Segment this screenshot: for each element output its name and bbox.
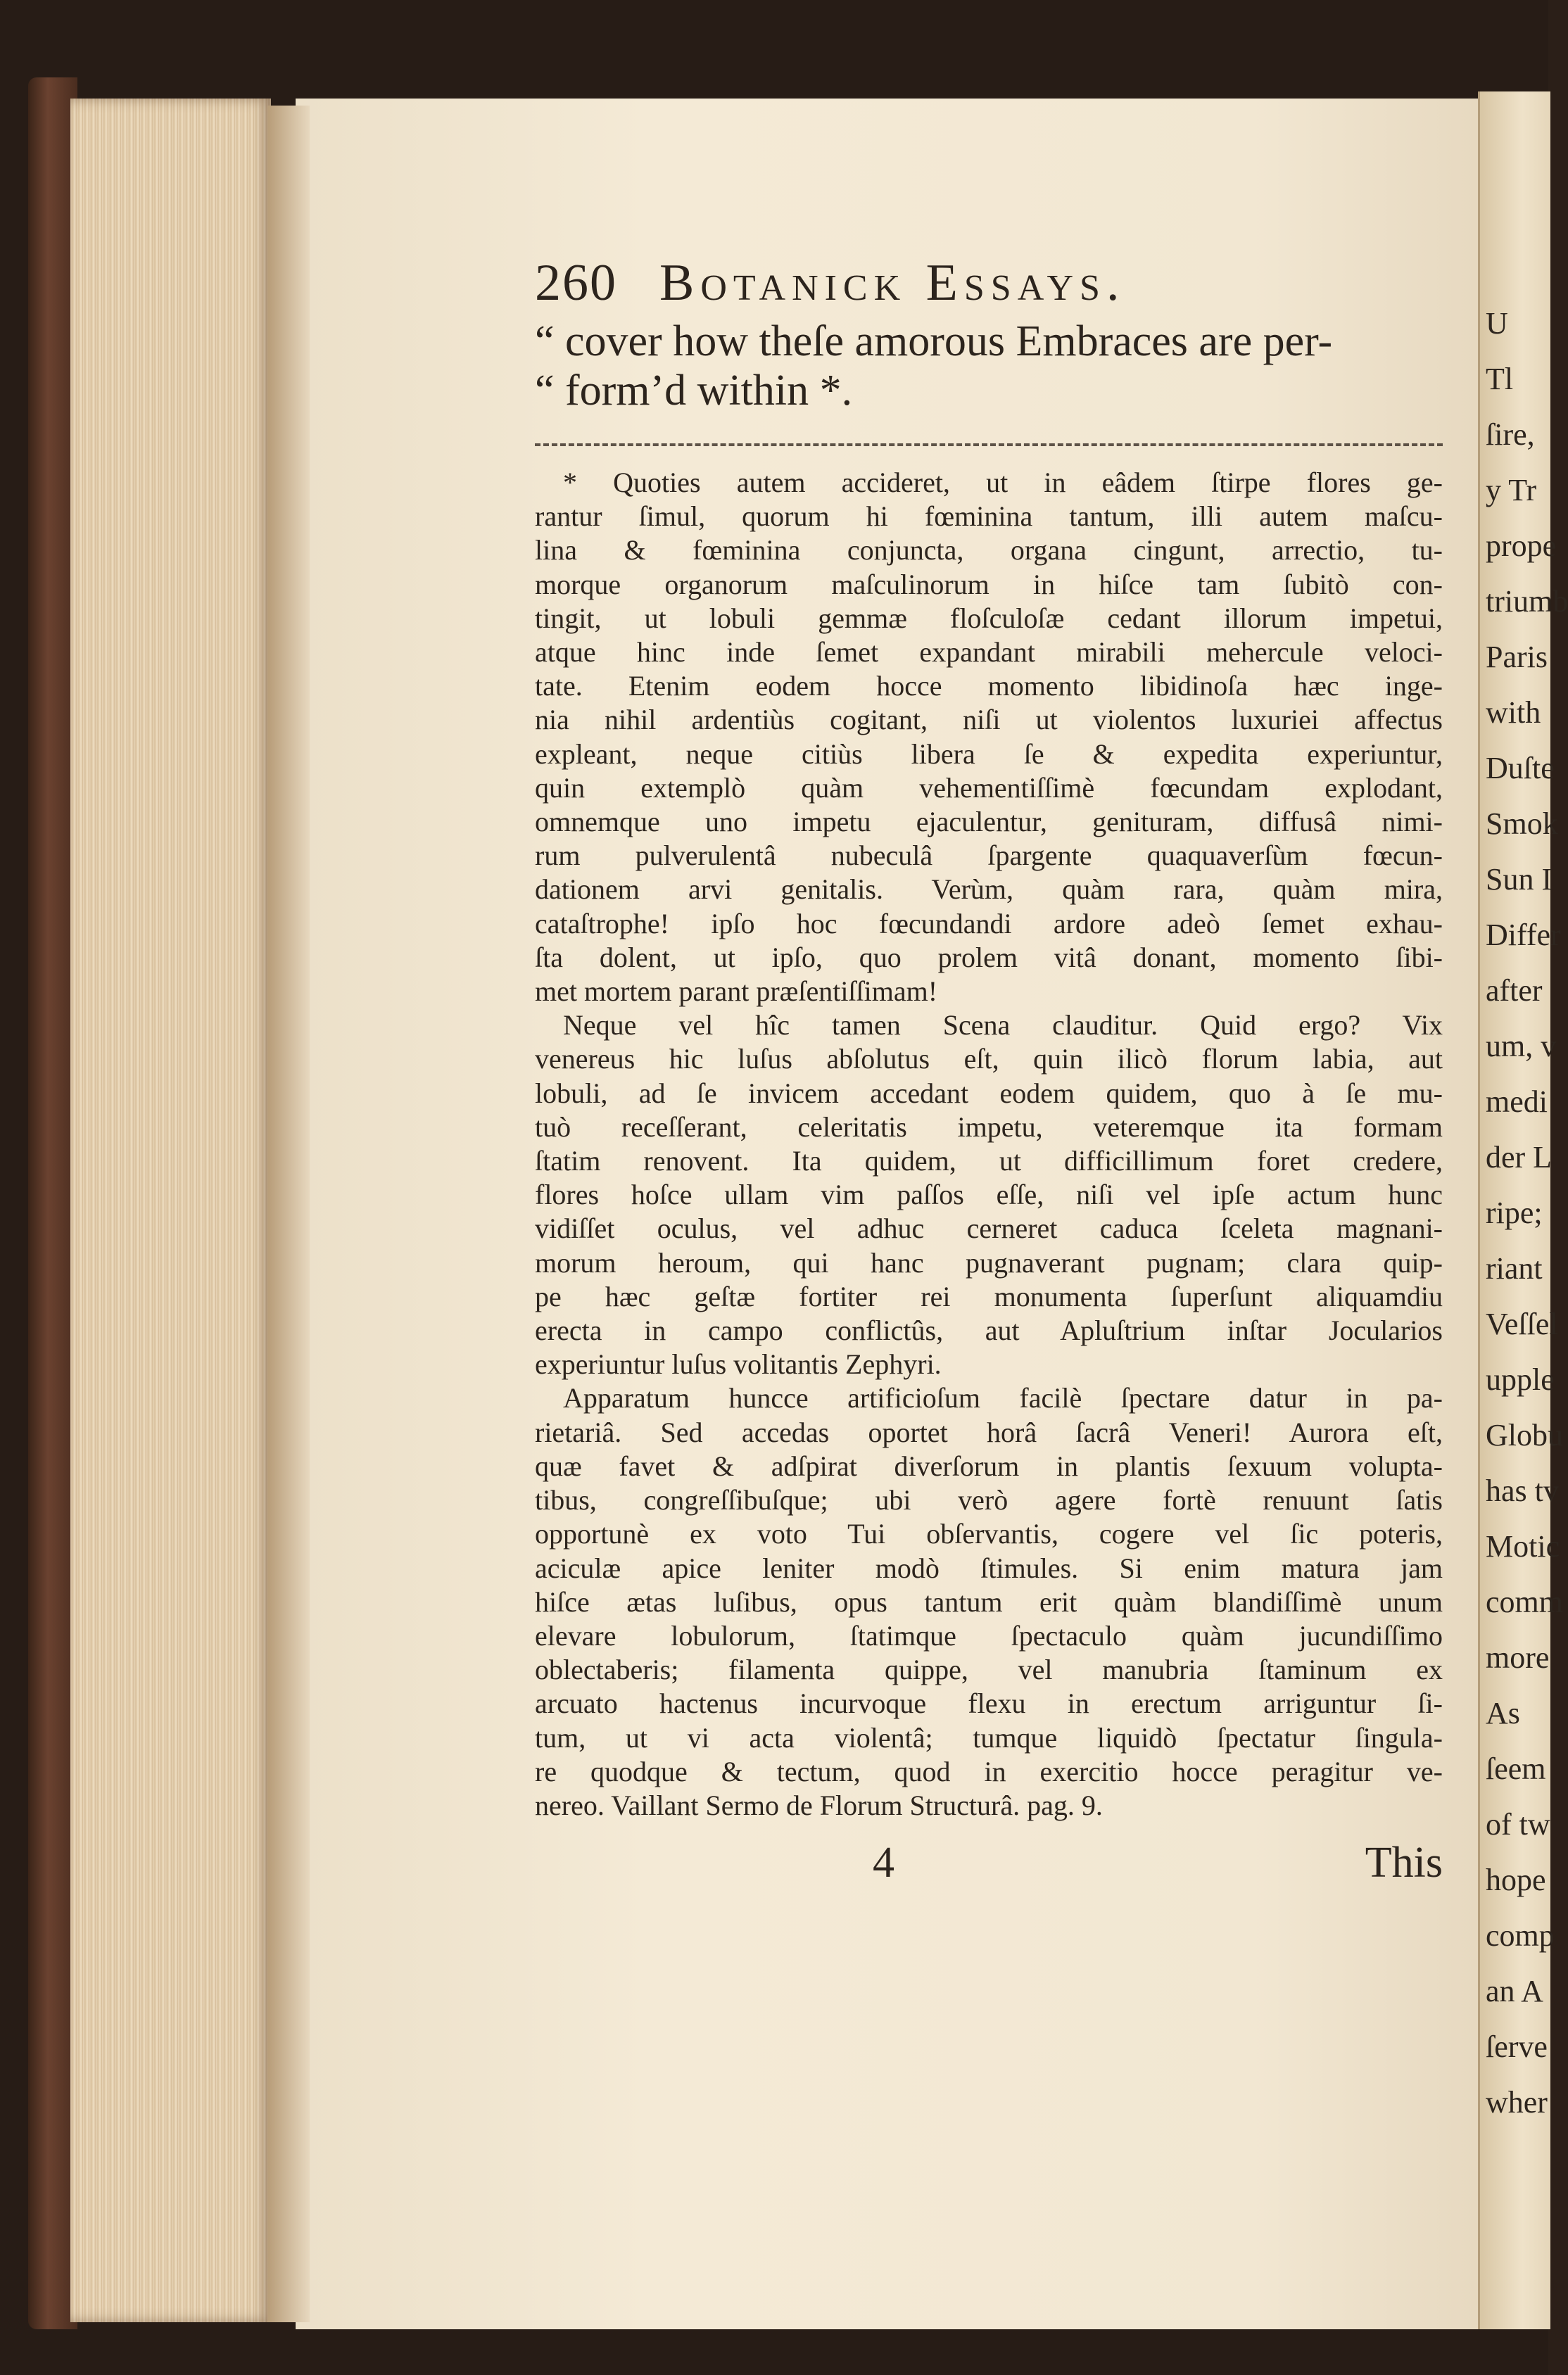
facing-page-fragment: prope (1486, 528, 1557, 563)
page-number: 260 (535, 254, 617, 312)
facing-page-fragment: wher (1486, 2085, 1548, 2120)
footnote-line: met mortem parant præſentiſſimam! (535, 975, 938, 1008)
facing-page-text (1480, 296, 1568, 2130)
footnote-line: Neque vel hîc tamen Scena clauditur. Quid ergo? Vix (563, 1009, 1443, 1041)
facing-page-fragment: with (1486, 695, 1541, 730)
footnote-line: ſta dolent, ut ipſo, quo prolem vitâ donant, momento ſibi- (535, 941, 1443, 973)
facing-page-fragment: an A (1486, 1974, 1543, 2008)
facing-page-fragment: medi (1486, 1084, 1548, 1119)
facing-page-fragment: der L (1486, 1140, 1553, 1174)
footnote-line: vidiſſet oculus, vel adhuc cerneret caduca ſceleta magnani- (535, 1212, 1443, 1245)
page-header (535, 253, 1450, 317)
footnote-line: oblectaberis; filamenta quippe, vel manubria ſtaminum ex (535, 1654, 1443, 1686)
footnote-line: flores hoſce ullam vim paſſos eſſe, niſi vel ipſe actum hunc (535, 1179, 1443, 1211)
footnote-line: experiuntur luſus volitantis Zephyri. (535, 1348, 942, 1381)
facing-page-fragment: As (1486, 1696, 1520, 1730)
page-gutter (267, 106, 310, 2322)
footnote-line: aciculæ apice leniter modò ſtimules. Si enim matura jam (535, 1552, 1443, 1584)
footnote-line: opportunè ex voto Tui obſervantis, cogere vel ſic poteris, (535, 1518, 1443, 1550)
facing-page-fragment: Sun I (1486, 862, 1553, 897)
signature-mark: 4 (873, 1839, 894, 1887)
footnote-line: * Quoties autem accideret, ut in eâdem ſtirpe flores ge- (563, 467, 1443, 498)
facing-page-fragment: y Tr (1486, 473, 1537, 507)
footnote-line: erecta in campo conflictûs, aut Apluſtrium inſtar Jocularios (535, 1315, 1443, 1347)
footnote-line: rietariâ. Sed accedas oportet horâ ſacrâ Veneri! Aurora eſt, (535, 1416, 1443, 1448)
footnote-line: venereus hic luſus abſolutus eſt, quin ilicò florum labia, aut (535, 1043, 1443, 1075)
page-edges (70, 99, 271, 2322)
footnote-line: morque organorum maſculinorum in hiſce tam ſubitò con- (535, 568, 1443, 600)
page-footer (535, 1838, 1443, 1887)
footnote-line: morum heroum, qui hanc pugnaverant pugnam; clara quip- (535, 1246, 1443, 1279)
footnote-line: ſtatim renovent. Ita quidem, ut difficillimum foret credere, (535, 1145, 1443, 1177)
facing-page-fragment: Duſte (1486, 751, 1555, 785)
footnote-line: cataſtrophe! ipſo hoc fœcundandi ardore adeò ſemet exhau- (535, 907, 1443, 939)
footnote-line: tingit, ut lobuli gemmæ floſculoſæ cedant illorum impetui, (535, 602, 1443, 634)
footnote-rule (535, 443, 1443, 446)
facing-page-fragment: Differ (1486, 918, 1561, 952)
footnote-line: atque hinc inde ſemet expandant mirabili mehercule veloci- (535, 636, 1443, 669)
footnote-line: hiſce ætas luſibus, opus tantum erit quàm blandiſſimè unum (535, 1585, 1443, 1618)
footnote-line: quin extemplò quàm vehementiſſimè fœcundam explodant, (535, 771, 1443, 804)
footnote-line: tate. Etenim eodem hocce momento libidinoſa hæc inge- (535, 670, 1443, 702)
facing-page-fragment: ſeem (1486, 1752, 1546, 1786)
facing-page-fragment: of tw (1486, 1807, 1550, 1842)
footnote-line: tum, ut vi acta violentâ; tumque liquidò ſpectatur ſingula- (535, 1721, 1443, 1754)
footnote-line: re quodque & tectum, quod in exercitio hocce peragitur ve- (535, 1755, 1443, 1787)
text-column (535, 253, 1450, 1887)
footnote-line: nereo. Vaillant Sermo de Florum Structurâ. pag. 9. (535, 1789, 1103, 1821)
facing-page-fragment: um, v (1486, 1029, 1557, 1063)
footnote-line: rum pulverulentâ nubeculâ ſpargente quaquaverſùm fœcun- (535, 840, 1443, 872)
footnote-line: expleant, neque citiùs libera ſe & expedita experiuntur, (535, 737, 1443, 770)
footnote-line: tibus, congreſſibuſque; ubi verò agere fortè renuunt ſatis (535, 1484, 1443, 1516)
facing-page-fragment: ſire, (1486, 417, 1535, 452)
quote-block (535, 317, 1450, 415)
facing-page-fragment: Smok (1486, 806, 1558, 841)
footnote (535, 466, 1450, 1823)
facing-page-fragment: upple (1486, 1362, 1555, 1397)
quote-line: “ cover how theſe amorous Embraces are per- (535, 317, 1333, 365)
facing-page (1478, 91, 1568, 2329)
footnote-line: tuò receſſerant, celeritatis impetu, veteremque ita formam (535, 1110, 1443, 1143)
facing-page-fragment: Veſſel (1486, 1307, 1558, 1341)
facing-page-fragment: Tl (1486, 362, 1514, 396)
facing-page-fragment: comm (1486, 1585, 1563, 1619)
facing-page-fragment: has tv (1486, 1474, 1559, 1508)
catchword: This (1365, 1839, 1443, 1887)
facing-page-fragment: Motic (1486, 1529, 1560, 1564)
footnote-line: quæ favet & adſpirat diverſorum in plantis ſexuum volupta- (535, 1450, 1443, 1482)
footnote-line: omnemque uno impetu ejaculentur, genituram, diffusâ nimi- (535, 806, 1443, 838)
facing-page-fragment: ripe; (1486, 1196, 1543, 1230)
facing-page-fragment: Globu (1486, 1418, 1563, 1452)
facing-page-fragment: ſerve (1486, 2029, 1548, 2064)
footnote-line: rantur ſimul, quorum hi fœminina tantum, illi autem maſcu- (535, 500, 1443, 533)
running-title: Botanick Essays. (659, 254, 1126, 312)
footnote-line: elevare lobulorum, ſtatimque ſpectaculo quàm jucundiſſimo (535, 1619, 1443, 1652)
quote-line: “ form’d within *. (535, 367, 853, 414)
facing-page-fragment: hope (1486, 1863, 1546, 1897)
facing-page-fragment: more (1486, 1640, 1550, 1675)
facing-page-fragment: after (1486, 973, 1543, 1008)
footnote-line: lobuli, ad ſe invicem accedant eodem quidem, quo à ſe mu- (535, 1077, 1443, 1109)
footnote-line: nia nihil ardentiùs cogitant, niſi ut violentos luxuriei affectus (535, 704, 1443, 736)
facing-page-fragment: U (1486, 306, 1508, 341)
footnote-line: lina & fœminina conjuncta, organa cingunt, arrectio, tu- (535, 534, 1443, 566)
footnote-line: Apparatum huncce artificioſum facilè ſpectare datur in pa- (563, 1382, 1443, 1414)
facing-page-fragment: Paris (1486, 640, 1548, 674)
facing-page-fragment: riant (1486, 1251, 1543, 1286)
footnote-line: arcuato hactenus incurvoque flexu in erectum arriguntur ſi- (535, 1687, 1443, 1720)
footnote-line: dationem arvi genitalis. Verùm, quàm rara, quàm mira, (535, 873, 1443, 906)
facing-page-fragment: triumb (1486, 584, 1568, 619)
footnote-line: pe hæc geſtæ fortiter rei monumenta ſuperſunt aliquamdiu (535, 1280, 1443, 1312)
facing-page-fragment: comp (1486, 1918, 1555, 1953)
